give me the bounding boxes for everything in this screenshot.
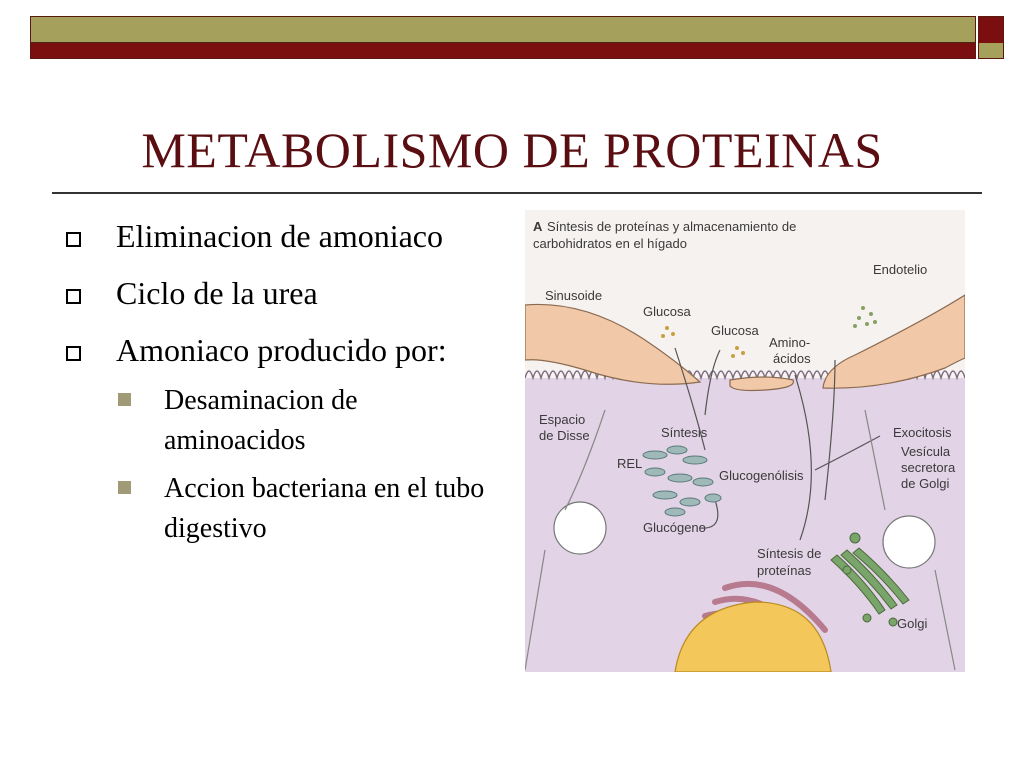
figure-header-line1: Síntesis de proteínas y almacenamiento de	[547, 219, 797, 234]
label-sintesis: Síntesis	[661, 425, 708, 440]
label-vesicula-1: Vesícula	[901, 444, 951, 459]
label-endotelio: Endotelio	[873, 262, 928, 277]
corner-block-olive	[979, 43, 1003, 58]
sub-bullet-item	[60, 381, 500, 461]
label-glucogeno: Glucógeno	[643, 520, 706, 535]
bullet-text: Amoniaco producido por:	[116, 332, 447, 368]
label-exocitosis: Exocitosis	[893, 425, 952, 440]
filled-square-bullet-icon	[118, 481, 131, 494]
label-amino-1: Amino-	[769, 335, 811, 350]
label-glucosa-2: Glucosa	[711, 323, 759, 338]
sub-bullet-item	[60, 469, 500, 549]
bullet-item	[60, 214, 500, 259]
label-rel: REL	[617, 456, 643, 471]
filled-square-bullet-icon	[118, 393, 131, 406]
figure-header-line2: carbohidratos en el hígado	[533, 236, 687, 251]
label-glucogenolisis: Glucogenólisis	[719, 468, 804, 483]
figure-header-letter: A	[533, 219, 543, 234]
bullet-text: Eliminacion de amoniaco	[116, 218, 443, 254]
hollow-square-bullet-icon	[66, 289, 81, 304]
bullet-item	[60, 328, 500, 373]
label-golgi: Golgi	[897, 616, 928, 631]
corner-block	[978, 16, 1004, 59]
title-band	[30, 16, 976, 59]
slide-title: METABOLISMO DE PROTEINAS	[141, 122, 883, 178]
bullet-list	[60, 214, 500, 557]
label-espacio-2: de Disse	[539, 428, 590, 443]
sub-bullet-text: Accion bacteriana en el tubo digestivo	[164, 473, 485, 544]
label-glucosa-1: Glucosa	[643, 304, 691, 319]
title-band-olive	[31, 17, 975, 43]
label-sinusoide: Sinusoide	[545, 288, 603, 303]
label-sintesis-proteinas-1: Síntesis de	[757, 546, 822, 561]
label-sintesis-proteinas-2: proteínas	[757, 563, 812, 578]
sub-bullet-text: Desaminacion de aminoacidos	[164, 385, 358, 456]
bullet-text: Ciclo de la urea	[116, 275, 318, 311]
label-espacio-1: Espacio	[539, 412, 586, 427]
label-amino-2: ácidos	[773, 351, 811, 366]
hollow-square-bullet-icon	[66, 232, 81, 247]
label-vesicula-3: de Golgi	[901, 476, 950, 491]
title-band-maroon	[31, 43, 975, 58]
label-vesicula-2: secretora	[901, 460, 956, 475]
corner-block-maroon	[979, 17, 1003, 43]
title-divider	[52, 192, 982, 194]
liver-cell-diagram	[525, 210, 965, 672]
bullet-item	[60, 271, 500, 316]
hollow-square-bullet-icon	[66, 346, 81, 361]
